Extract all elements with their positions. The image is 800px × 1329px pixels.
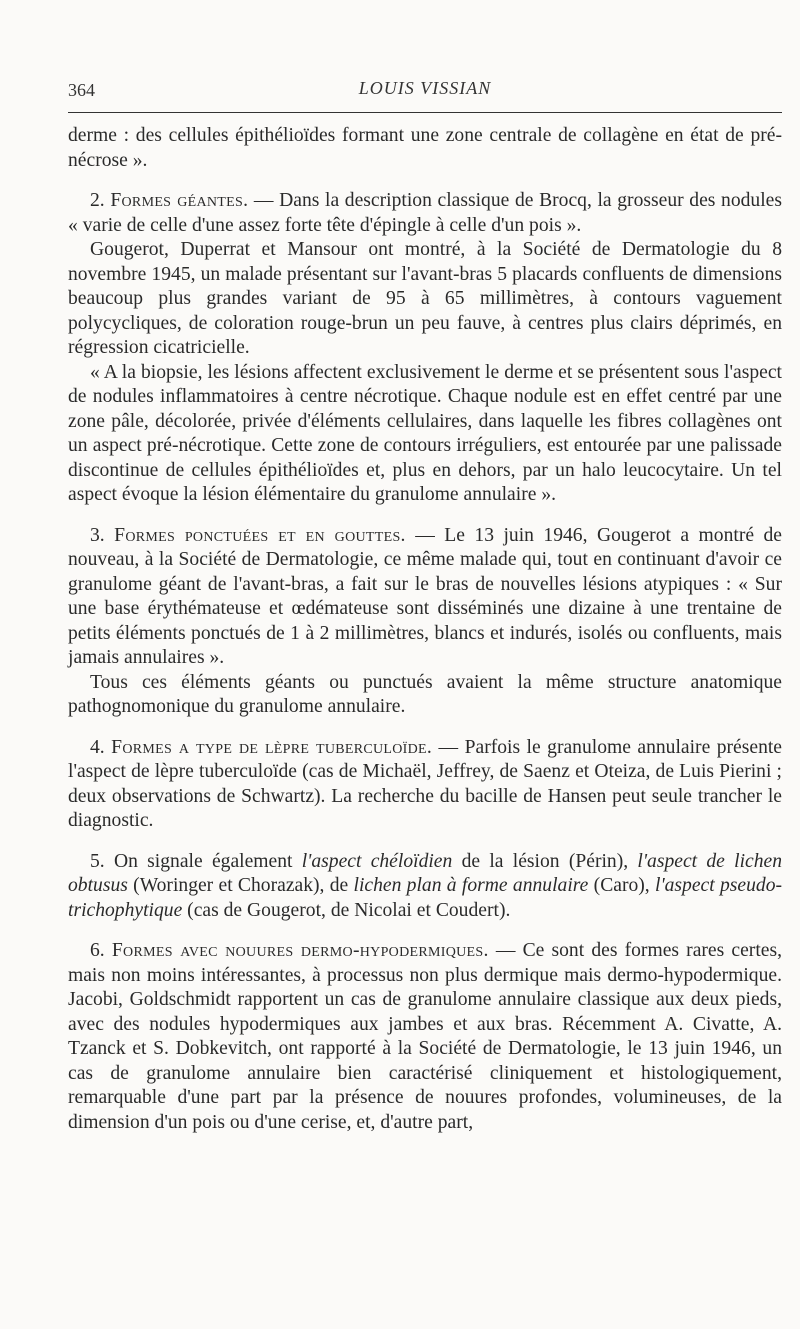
paragraph [68,736,782,834]
paragraph [68,671,782,720]
text-run: — Le 13 juin 1946, Gougerot a montré de nouveau, à la Société de Dermatologie, ce même malade qui, tout en continuant d'avoir ce granulome géant de l'avant-bras, a fait sur le bras de nouvelles lésions atypiques : « Sur une base érythémateuse et œdémateuse sont disséminés une dizaine à une trentaine de petits éléments ponctués de 1 à 2 millimètres, blancs et indurés, isolés ou confluents, mais jamais annulaires ». [68,524,783,668]
text-run: « A la biopsie, les lésions affectent exclusivement le derme et se présentent sous l'aspect de nodules inflammatoires à centre nécrotique. Chaque nodule est en effet centré par une zone pâle, décolorée, privée d'éléments cellulaires, dans laquelle les fibres collagènes ont un aspect pré-nécrotique. Cette zone de contours irréguliers, est entourée par une palissade discontinue de cellules épithélioïdes et, plus en dehors, par un halo leucocytaire. Un tel aspect évoque la lésion élémentaire du granulome annulaire ». [68,361,782,505]
section-heading: Formes géantes. [110,190,249,211]
text-run: — Ce sont des formes rares certes, mais non moins intéressantes, à processus non plus dermique mais dermo-hypodermique. Jacobi, Goldschmidt rapportent un cas de granulome annulaire classique aux deux pieds, avec des nodules hypodermiques aux jambes et aux bras. Récemment A. Civatte, A. Tzanck et S. Dobkevitch, ont rapporté à la Société de Dermatologie, le 13 juin 1946, un cas de granulome annulaire bien caractérisé cliniquement et histologiquement, remarquable d'une part par la présence de nouures profondes, volumineuses, de la dimension d'un pois ou d'une cerise, et, d'autre part, [68,940,782,1133]
paragraph [68,361,782,508]
text-run: 6. [90,940,112,961]
italic-term: lichen plan à forme annulaire [353,875,589,896]
italic-term: l'aspect pseudo-trichophytique [68,875,783,921]
section-heading: Formes ponctuées et en gouttes. [114,524,406,546]
body-text [68,124,782,1135]
italic-term: l'aspect chéloïdien [301,850,453,872]
paragraph [68,238,782,361]
text-run: Tous ces éléments géants ou punctués avaient la même structure anatomique pathognomonique du granulome annulaire. [68,671,782,717]
section-heading: Formes a type de lèpre tuberculoïde. [111,736,433,758]
paragraph [68,939,782,1135]
paragraph [68,189,782,238]
text-run: de la lésion (Périn), [452,850,638,872]
text-run: 3. [90,524,115,546]
text-run: 5. On signale également [90,850,302,872]
paragraph [68,850,782,924]
running-title: LOUIS VISSIAN [358,78,492,98]
text-run: (cas de Gougerot, de Nicolai et Coudert). [182,899,511,921]
page-header [68,78,782,113]
text-run: 4. [90,736,112,758]
text-run: (Woringer et Chorazak), de [127,875,354,896]
text-run: — Dans la description classique de Brocq, la grosseur des nodules « varie de celle d'une assez forte tête d'épingle à celle d'un pois ». [68,190,782,236]
section-heading: Formes avec nouures dermo-hypodermiques. [111,940,489,961]
text-run: — Parfois le granulome annulaire présente l'aspect de lèpre tuberculoïde (cas de Michaël, Jeffrey, de Saenz et Oteiza, de Luis Pierini ; deux observations de Schwartz). La recherche du bacille de Hansen peut seule trancher le diagnostic. [68,736,783,831]
text-run: Gougerot, Duperrat et Mansour ont montré, à la Société de Dermatologie du 8 novembre 1945, un malade présentant sur l'avant-bras 5 placards confluents de dimensions beaucoup plus grandes variant de 95 à 65 millimètres, à contours vaguement polycycliques, de coloration rouge-brun un peu fauve, à centres plus clairs déprimés, en régression cicatricielle. [68,239,782,358]
text-run: derme : des cellules épithélioïdes formant une zone centrale de collagène en état de pré-nécrose ». [68,125,782,171]
text-run: (Caro), [588,875,655,896]
text-run: 2. [90,190,111,211]
paragraph [68,124,782,173]
paragraph [68,524,782,671]
italic-term: l'aspect de lichen obtusus [68,850,783,896]
page-number: 364 [68,80,95,100]
